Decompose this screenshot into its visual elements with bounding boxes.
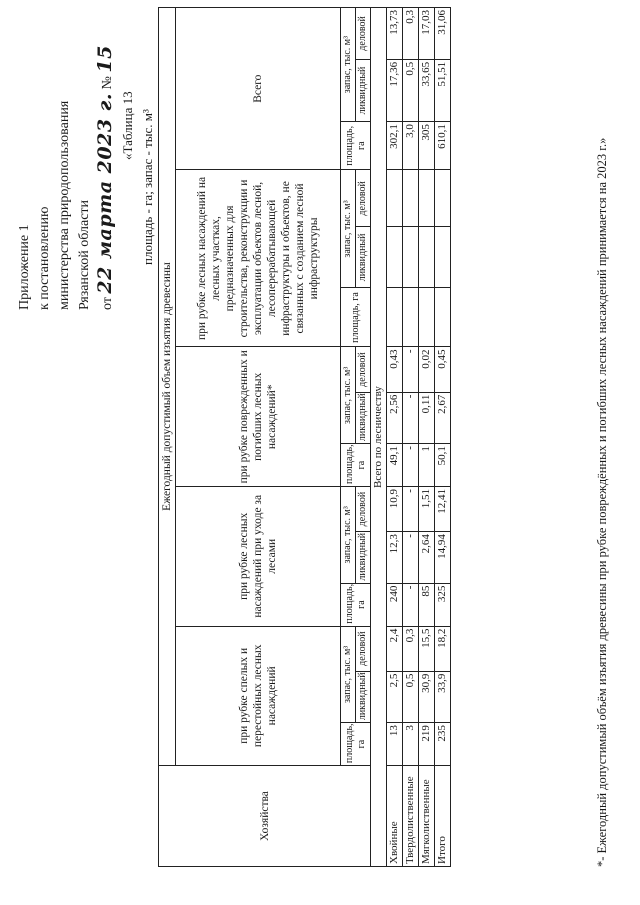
table-cell xyxy=(387,170,403,227)
appendix-line: министерства природопользования xyxy=(57,100,72,310)
liquid-header: ликвидный xyxy=(356,59,371,121)
table-cell: 2,5 xyxy=(387,671,403,723)
table-cell: 2,64 xyxy=(419,532,435,584)
row-name: Твердолиственные xyxy=(403,766,419,867)
table-cell: 0,45 xyxy=(435,347,451,392)
stock-header: запас, тыс. м³ xyxy=(341,8,356,122)
area-header: площадь, га xyxy=(341,288,371,347)
number-prefix: № xyxy=(100,76,115,90)
table-cell: 610,1 xyxy=(435,122,451,170)
liquid-header: ликвидный xyxy=(356,227,371,288)
table-cell: 1 xyxy=(419,444,435,487)
table-cell: 325 xyxy=(435,583,451,626)
table-cell: 12,3 xyxy=(387,532,403,584)
row-name: Мягколиственные xyxy=(419,766,435,867)
table-cell: - xyxy=(403,532,419,584)
table-cell xyxy=(419,288,435,347)
table-cell: 3,0 xyxy=(403,122,419,170)
business-header: деловой xyxy=(356,487,371,532)
col-farm-header: Хозяйства xyxy=(159,766,371,867)
table-cell: 219 xyxy=(419,723,435,766)
table-cell: 50,1 xyxy=(435,444,451,487)
table-cell: 0,02 xyxy=(419,347,435,392)
table-cell: 2,67 xyxy=(435,392,451,444)
category-header: при рубке лесных насаждений при уходе за лесами xyxy=(176,487,341,627)
table-cell: 302,1 xyxy=(387,122,403,170)
business-header: деловой xyxy=(356,8,371,60)
table-row xyxy=(419,8,435,867)
liquid-header: ликвидный xyxy=(356,532,371,584)
table-cell: 33,65 xyxy=(419,59,435,121)
category-header: Всего xyxy=(176,8,341,170)
appendix-header xyxy=(15,10,118,310)
row-name: Итого xyxy=(435,766,451,867)
table-cell xyxy=(419,227,435,288)
table-cell: 12,41 xyxy=(435,487,451,532)
table-cell: - xyxy=(403,347,419,392)
table-row xyxy=(435,8,451,867)
table-cell: - xyxy=(403,444,419,487)
table-cell: 1,51 xyxy=(419,487,435,532)
area-header: площадь, га xyxy=(341,444,371,487)
table-cell: - xyxy=(403,487,419,532)
table-cell: 2,56 xyxy=(387,392,403,444)
area-header: площадь, га xyxy=(341,583,371,626)
table-cell: 85 xyxy=(419,583,435,626)
table-cell: 3 xyxy=(403,723,419,766)
units-note: площадь - га; запас - тыс. м³ xyxy=(140,109,155,265)
table-cell: 13,73 xyxy=(387,8,403,60)
stock-header: запас, тыс. м³ xyxy=(341,170,356,288)
date-prefix: от xyxy=(100,297,115,310)
table-cell: 235 xyxy=(435,723,451,766)
category-header: при рубке спелых и перестойных лесных насаждений xyxy=(176,626,341,766)
section-row: Всего по лесничеству xyxy=(371,8,387,867)
table-cell xyxy=(403,170,419,227)
table-row xyxy=(387,8,403,867)
table-cell: - xyxy=(403,392,419,444)
table-body xyxy=(387,8,451,867)
area-header: площадь, га xyxy=(341,122,371,170)
table-cell xyxy=(403,227,419,288)
category-header: при рубке лесных насаждений на лесных участках, предназначенных для строительства, реконструкции и эксплуатации объектов лесной, лесоперерабатывающей инфраструктуры и объектов, не связанных с созданием лесной инфраструктуры xyxy=(176,170,341,347)
appendix-line: к постановлению xyxy=(37,206,52,310)
table-cell: 0,3 xyxy=(403,626,419,671)
table-cell: 17,36 xyxy=(387,59,403,121)
table-row xyxy=(403,8,419,867)
group-header: Ежегодный допустимый объем изъятия древесины xyxy=(159,8,176,766)
table-cell xyxy=(403,288,419,347)
category-header: при рубке поврежденных и погибших лесных насаждений* xyxy=(176,347,341,487)
date-line xyxy=(95,10,118,310)
table-cell xyxy=(387,227,403,288)
table-cell: 17,03 xyxy=(419,8,435,60)
table-cell: 18,2 xyxy=(435,626,451,671)
table-cell: 0,11 xyxy=(419,392,435,444)
business-header: деловой xyxy=(356,626,371,671)
business-header: деловой xyxy=(356,170,371,227)
table-cell xyxy=(387,288,403,347)
table-cell: 240 xyxy=(387,583,403,626)
stock-header: запас, тыс. м³ xyxy=(341,626,356,723)
stock-header: запас, тыс. м³ xyxy=(341,487,356,584)
table-cell: 49,1 xyxy=(387,444,403,487)
table-cell: 31,06 xyxy=(435,8,451,60)
table-cell: 10,9 xyxy=(387,487,403,532)
volume-table xyxy=(158,7,451,867)
table-cell: 0,43 xyxy=(387,347,403,392)
handwritten-date: 22 марта 2023 г. xyxy=(94,93,116,294)
table-cell: 51,51 xyxy=(435,59,451,121)
table-title: «Таблица 13 xyxy=(120,91,135,160)
table-cell: 0,5 xyxy=(403,59,419,121)
table-cell: 33,9 xyxy=(435,671,451,723)
table-cell xyxy=(435,288,451,347)
liquid-header: ликвидный xyxy=(356,671,371,723)
table-cell xyxy=(419,170,435,227)
liquid-header: ликвидный xyxy=(356,392,371,444)
handwritten-number: 15 xyxy=(94,45,116,73)
table-cell: 0,5 xyxy=(403,671,419,723)
table-cell: - xyxy=(403,583,419,626)
table-cell: 30,9 xyxy=(419,671,435,723)
table-cell xyxy=(435,170,451,227)
appendix-line: Рязанской области xyxy=(77,199,92,310)
table-cell: 13 xyxy=(387,723,403,766)
business-header: деловой xyxy=(356,347,371,392)
table-cell: 0,3 xyxy=(403,8,419,60)
table-cell xyxy=(435,227,451,288)
table-cell: 305 xyxy=(419,122,435,170)
footnote: *- Ежегодный допустимый объём изъятия древесины при рубке повреждённых и погибших лесных насаждений принимается на 2023 г.» xyxy=(595,137,609,867)
area-header: площадь, га xyxy=(341,723,371,766)
row-name: Хвойные xyxy=(387,766,403,867)
table-cell: 2,4 xyxy=(387,626,403,671)
stock-header: запас, тыс. м³ xyxy=(341,347,356,444)
table-cell: 15,5 xyxy=(419,626,435,671)
volume-table-wrapper xyxy=(158,7,451,867)
appendix-line: Приложение 1 xyxy=(17,224,32,310)
table-cell: 14,94 xyxy=(435,532,451,584)
